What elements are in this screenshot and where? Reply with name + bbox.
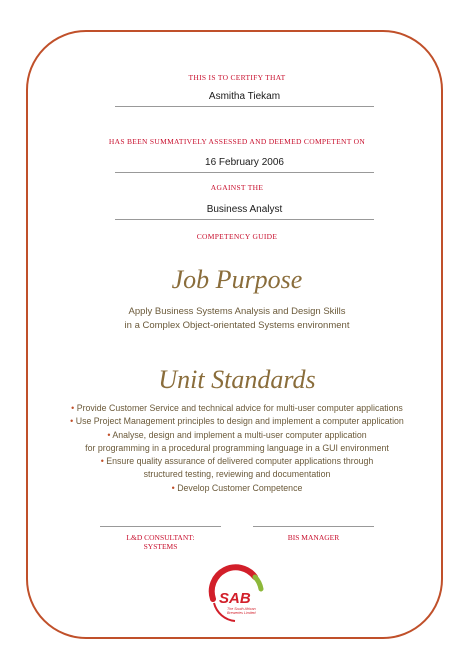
signature-label-left: L&D CONSULTANT: SYSTEMS <box>126 533 195 551</box>
unit-standard-item: • Provide Customer Service and technical advice for multi-user computer applications <box>71 403 403 413</box>
sab-logo <box>205 563 269 627</box>
against-line: AGAINST THE <box>210 183 264 192</box>
job-purpose-line: in a Complex Object-orientated Systems environment <box>124 320 350 331</box>
job-purpose-line: Apply Business Systems Analysis and Design Skills <box>128 306 346 317</box>
signature-line-right <box>253 526 374 527</box>
competency-guide-line: COMPETENCY GUIDE <box>196 232 278 241</box>
signature-label-right: BIS MANAGER <box>287 533 340 542</box>
certificate-border <box>26 30 443 639</box>
logo-tagline: The South African <box>227 607 256 611</box>
unit-standard-item: • Analyse, design and implement a multi-user computer application <box>107 429 367 440</box>
unit-standards-list <box>40 402 434 495</box>
logo-tagline: Breweries Limited <box>227 611 256 615</box>
bullet-icon: • <box>70 416 74 427</box>
role-title: Business Analyst <box>115 204 374 220</box>
certify-line: THIS IS TO CERTIFY THAT <box>188 73 286 82</box>
signature-line-left <box>100 526 221 527</box>
unit-standard-item: • Develop Customer Competence <box>171 482 303 493</box>
assessment-date: 16 February 2006 <box>115 157 374 173</box>
bullet-icon: • <box>71 403 75 413</box>
bullet-icon: • <box>171 482 175 493</box>
unit-standard-item: • Ensure quality assurance of delivered computer applications through <box>100 456 374 467</box>
bullet-icon: • <box>107 429 111 440</box>
assessed-line: HAS BEEN SUMMATIVELY ASSESSED AND DEEMED COMPETENT ON <box>108 137 366 146</box>
unit-standards-heading: Unit Standards <box>158 365 316 394</box>
job-purpose-heading: Job Purpose <box>171 265 303 294</box>
unit-standard-item: for programming in a procedural programming language in a GUI environment <box>85 442 389 453</box>
unit-standard-item: structured testing, reviewing and documentation <box>143 469 331 480</box>
recipient-name: Asmitha Tiekam <box>115 91 374 107</box>
unit-standard-item: • Use Project Management principles to design and implement a computer application <box>70 416 404 427</box>
logo-text: SAB <box>219 590 251 607</box>
bullet-icon: • <box>100 456 104 467</box>
